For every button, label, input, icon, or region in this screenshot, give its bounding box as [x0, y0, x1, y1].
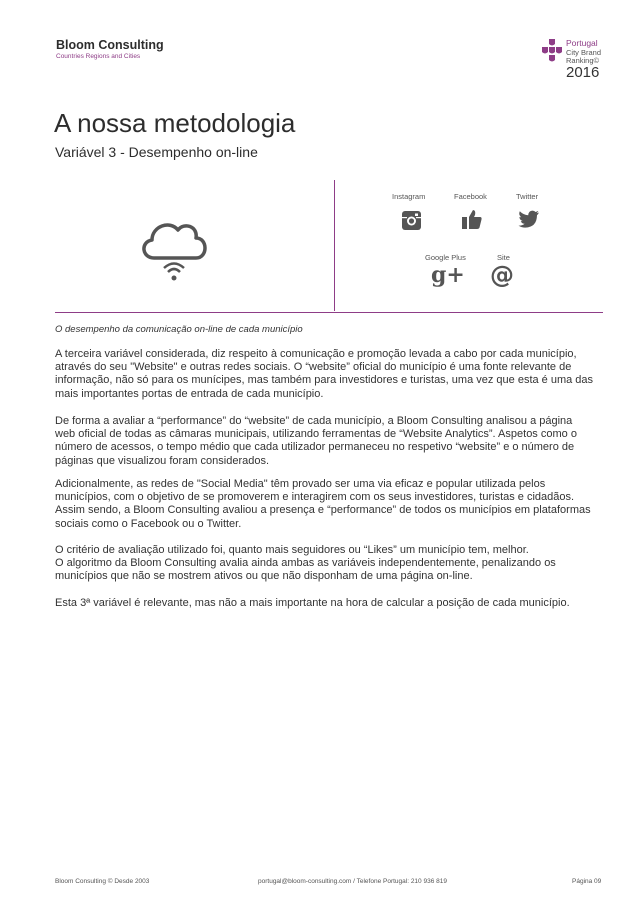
google-plus-icon: g+ — [431, 262, 465, 288]
vertical-divider — [334, 180, 335, 311]
footer-copyright: Bloom Consulting © Desde 2003 — [55, 878, 150, 885]
at-sign-icon: @ — [490, 261, 514, 289]
label-twitter: Twitter — [516, 192, 539, 201]
paragraph-5: Esta 3ª variável é relevante, mas não a mais importante na hora de calcular a posição de cada município. — [55, 597, 570, 609]
brand-title: Bloom Consulting — [56, 38, 164, 52]
footer-contact: portugal@bloom-consulting.com / Telefone Portugal: 210 936 819 — [258, 878, 447, 885]
ranking-line2: Ranking© — [566, 56, 600, 65]
brand-subtitle: Countries Regions and Cities — [56, 53, 141, 60]
facebook-like-icon — [461, 208, 483, 230]
cloud-wifi-icon — [136, 212, 212, 284]
label-site: Site — [497, 253, 510, 262]
section-caption: O desempenho da comunicação on-line de cada município — [55, 324, 303, 335]
city-brand-ranking-logo — [541, 38, 611, 82]
ranking-country: Portugal — [566, 38, 598, 48]
paragraph-3: Adicionalmente, as redes de "Social Media" têm provado ser uma via eficaz e popular utilizada pelos municípios, com o objetivo de se promoverem e interagirem com os seus investidores, turistas e cidadãos. Assim sendo, a Bloom Consulting avaliou a presença e “performance” de todos os municípios em plataformas sociais como o Facebook ou o Twitter. — [55, 478, 591, 530]
instagram-icon — [401, 210, 422, 231]
label-google-plus: Google Plus — [425, 253, 466, 262]
horizontal-divider — [55, 312, 603, 313]
page-title: A nossa metodologia — [54, 108, 296, 138]
paragraph-4: O critério de avaliação utilizado foi, quanto mais seguidores ou “Likes” um município tem, melhor. O algoritmo da Bloom Consulting avalia ainda ambas as variáveis independentemente, penalizando os municípios que não se mostrem ativos ou que não disponham de uma página on-line. — [55, 544, 556, 583]
page-subtitle: Variável 3 - Desempenho on-line — [55, 144, 258, 160]
footer-page-number: Página 09 — [572, 878, 602, 885]
ranking-line1: City Brand — [566, 48, 602, 57]
paragraph-1: A terceira variável considerada, diz respeito à comunicação e promoção levada a cabo por cada município, através do seu "Website" e outras redes sociais. O “website” oficial do município é uma fonte relevante de informação, não só para os munícipes, mas também para investidores e turistas, uma vez que esta é uma das mais importantes portas de entrada de cada município. — [55, 348, 594, 400]
label-facebook: Facebook — [454, 192, 487, 201]
ranking-year: 2016 — [566, 64, 600, 81]
twitter-bird-icon — [518, 210, 540, 229]
crest-icon — [541, 38, 563, 64]
paragraph-2: De forma a avaliar a “performance” do “website” de cada município, a Bloom Consulting analisou a página web oficial de todas as câmaras municipais, utilizando ferramentas de “Website Analytics”. Aspetos como o número de acessos, o tempo médio que cada utilizador permaneceu no respetivo “website” e o número de páginas que visualizou foram considerados. — [55, 415, 577, 467]
label-instagram: Instagram — [392, 192, 426, 201]
